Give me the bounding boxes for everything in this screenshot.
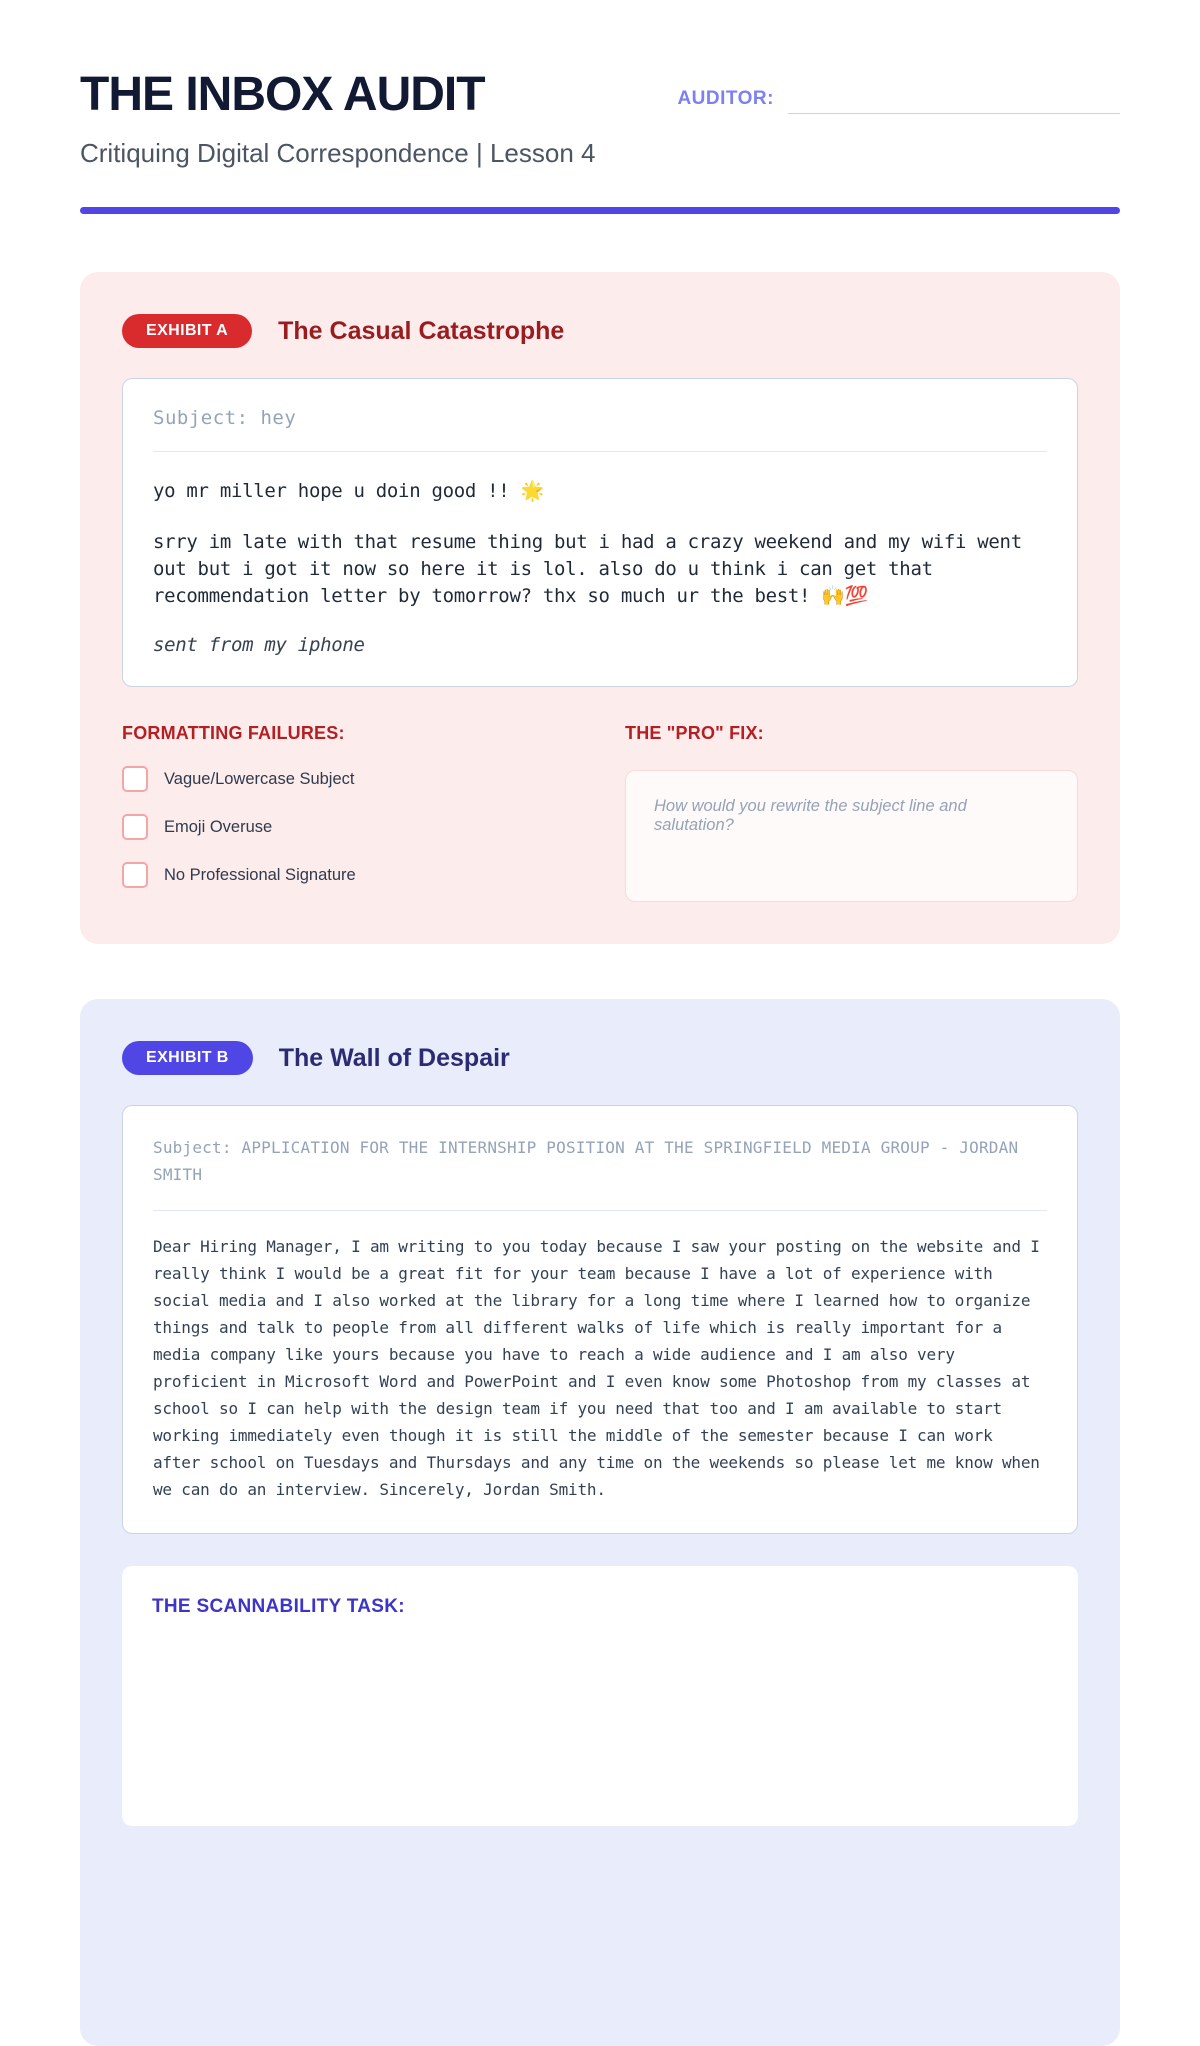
exhibit-a-badge: EXHIBIT A bbox=[122, 314, 252, 348]
email-b-divider bbox=[153, 1210, 1047, 1211]
failure-checkbox-emoji-overuse[interactable] bbox=[122, 814, 148, 840]
pro-fix-heading: THE "PRO" FIX: bbox=[625, 723, 764, 744]
email-a-subject: Subject: hey bbox=[153, 407, 297, 430]
auditor-input-line[interactable] bbox=[788, 84, 1120, 114]
email-a-divider bbox=[153, 451, 1047, 452]
exhibit-a-header bbox=[122, 314, 1078, 348]
exhibit-b-badge: EXHIBIT B bbox=[122, 1041, 253, 1075]
exhibit-b-card bbox=[80, 999, 1120, 2046]
header-divider bbox=[80, 207, 1120, 214]
email-b-subject: Subject: APPLICATION FOR THE INTERNSHIP POSITION AT THE SPRINGFIELD MEDIA GROUP - JORDAN SMITH bbox=[153, 1138, 1019, 1185]
pro-fix-column bbox=[625, 723, 1078, 902]
email-a-paragraph: yo mr miller hope u doin good !! 🌟 bbox=[153, 480, 544, 503]
page-title: THE INBOX AUDIT bbox=[80, 68, 485, 121]
formatting-failures-column bbox=[122, 723, 575, 902]
exhibit-b-title: The Wall of Despair bbox=[278, 1043, 510, 1072]
exhibit-b-header bbox=[122, 1041, 1078, 1075]
failure-checkbox-no-signature[interactable] bbox=[122, 862, 148, 888]
email-b-card bbox=[122, 1105, 1078, 1534]
email-b-body: Dear Hiring Manager, I am writing to you today because I saw your posting on the website and I really think I would be a great fit for your team because I have a lot of experience with social media and I also worked at the library for a long time where I learned how to organize things and talk to people from all different walks of life which is really important for a media company like yours because you have to reach a wide audience and I am also very proficient in Microsoft Word and PowerPoint and I even know some Photoshop from my classes at school so I can help with the design team if you need that too and I am available to start working immediately even though it is still the middle of the semester because I can work after school on Tuesdays and Thursdays and any time on the weekends so please let me know when we can do an interview. Sincerely, Jordan Smith. bbox=[153, 1237, 1040, 1500]
auditor-field bbox=[677, 84, 1120, 114]
failure-item-row bbox=[122, 814, 575, 840]
exhibit-a-worksheet-columns bbox=[122, 723, 1078, 902]
exhibit-a-card bbox=[80, 272, 1120, 944]
failure-checkbox-vague-subject[interactable] bbox=[122, 766, 148, 792]
formatting-failures-heading: FORMATTING FAILURES: bbox=[122, 723, 345, 744]
failure-item-row bbox=[122, 766, 575, 792]
email-a-signature: sent from my iphone bbox=[153, 634, 365, 657]
email-a-card bbox=[122, 378, 1078, 687]
pro-fix-placeholder: How would you rewrite the subject line and salutation? bbox=[654, 797, 967, 835]
failure-label: Vague/Lowercase Subject bbox=[164, 769, 355, 788]
email-a-body bbox=[153, 478, 1047, 656]
scannability-task-heading: THE SCANNABILITY TASK: bbox=[152, 1596, 405, 1618]
failure-item-row bbox=[122, 862, 575, 888]
page-subtitle: Critiquing Digital Correspondence | Lesson 4 bbox=[80, 138, 596, 169]
pro-fix-answer-area[interactable] bbox=[625, 770, 1078, 902]
failure-label: No Professional Signature bbox=[164, 865, 356, 884]
exhibit-a-title: The Casual Catastrophe bbox=[278, 316, 565, 345]
auditor-label: AUDITOR: bbox=[677, 88, 774, 109]
failure-label: Emoji Overuse bbox=[164, 817, 273, 836]
header bbox=[80, 70, 1120, 169]
scannability-task-card bbox=[122, 1566, 1078, 1826]
email-a-paragraph: srry im late with that resume thing but i had a crazy weekend and my wifi went out but i got it now so here it is lol. also do u think i can get that recommendation letter by tomorrow? thx so much ur the best! 🙌💯 bbox=[153, 531, 1022, 608]
header-titles bbox=[80, 70, 595, 169]
